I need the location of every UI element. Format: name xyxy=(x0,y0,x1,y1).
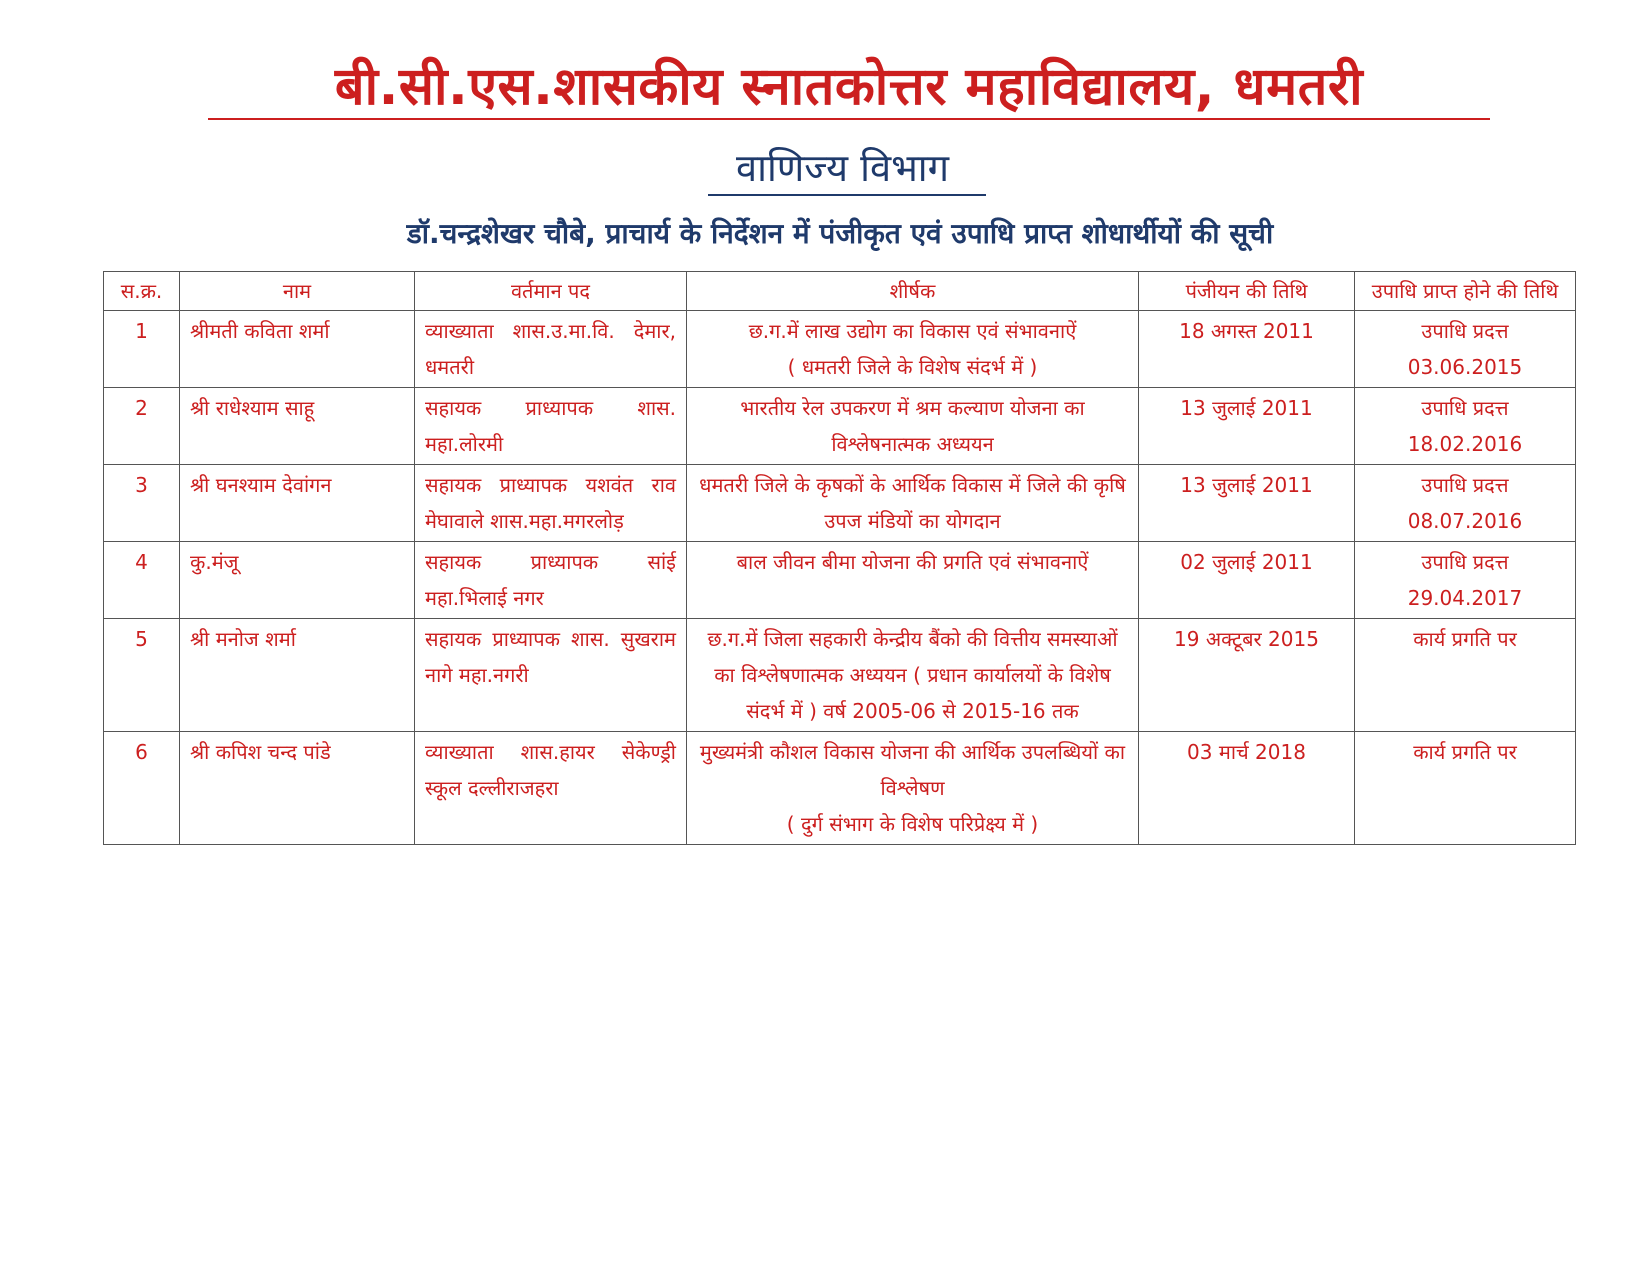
row-title xyxy=(687,388,1139,465)
row-title-line: छ.ग.में लाख उद्योग का विकास एवं संभावनाऐं xyxy=(748,319,1077,343)
row-post: सहायक प्राध्यापक शास. सुखराम नागे महा.नगरी xyxy=(415,619,687,732)
scholars-table xyxy=(103,271,1576,845)
row-degree-status: उपाधि प्रदत्त xyxy=(1421,550,1509,574)
table-row xyxy=(104,732,1576,845)
row-degree-date: 18.02.2016 xyxy=(1407,432,1523,456)
row-post: व्याख्याता शास.उ.मा.वि. देमार, धमतरी xyxy=(415,311,687,388)
row-degree xyxy=(1355,732,1576,845)
header-reg-date: पंजीयन की तिथि xyxy=(1139,272,1355,311)
row-reg-date: 19 अक्टूबर 2015 xyxy=(1139,619,1355,732)
row-reg-date: 13 जुलाई 2011 xyxy=(1139,388,1355,465)
row-post: व्याख्याता शास.हायर सेकेण्ड्री स्कूल दल्लीराजहरा xyxy=(415,732,687,845)
header-title: शीर्षक xyxy=(687,272,1139,311)
table-row xyxy=(104,388,1576,465)
row-degree xyxy=(1355,619,1576,732)
row-sn: 2 xyxy=(104,388,180,465)
row-name: कु.मंजू xyxy=(180,542,415,619)
row-title xyxy=(687,619,1139,732)
row-degree-date: 29.04.2017 xyxy=(1407,586,1523,610)
row-title xyxy=(687,311,1139,388)
header-name: नाम xyxy=(180,272,415,311)
row-title-note: ( दुर्ग संभाग के विशेष परिप्रेक्ष्य में ) xyxy=(786,812,1039,836)
row-title-line: धमतरी जिले के कृषकों के आर्थिक विकास में जिले की कृषि उपज मंडियों का योगदान xyxy=(699,473,1126,533)
row-title-line: बाल जीवन बीमा योजना की प्रगति एवं संभावनाऐं xyxy=(736,550,1089,574)
header-post: वर्तमान पद xyxy=(415,272,687,311)
row-name: श्री कपिश चन्द पांडे xyxy=(180,732,415,845)
department-heading: वाणिज्य विभाग xyxy=(735,146,950,190)
row-name: श्री राधेश्याम साहू xyxy=(180,388,415,465)
row-sn: 1 xyxy=(104,311,180,388)
row-degree-status: उपाधि प्रदत्त xyxy=(1421,396,1509,420)
row-degree xyxy=(1355,388,1576,465)
row-degree xyxy=(1355,465,1576,542)
row-sn: 4 xyxy=(104,542,180,619)
row-sn: 3 xyxy=(104,465,180,542)
row-title xyxy=(687,465,1139,542)
row-title-note: ( धमतरी जिले के विशेष संदर्भ में ) xyxy=(787,355,1038,379)
row-degree-date: 08.07.2016 xyxy=(1407,509,1523,533)
table-header-row xyxy=(104,272,1576,311)
row-name: श्रीमती कविता शर्मा xyxy=(180,311,415,388)
table-row xyxy=(104,619,1576,732)
college-title: बी.सी.एस.शासकीय स्नातकोत्तर महाविद्यालय, धमतरी xyxy=(334,57,1364,117)
title-underline xyxy=(208,118,1490,120)
row-sn: 6 xyxy=(104,732,180,845)
table-row xyxy=(104,542,1576,619)
row-name: श्री घनश्याम देवांगन xyxy=(180,465,415,542)
header-degree-date: उपाधि प्राप्त होने की तिथि xyxy=(1355,272,1576,311)
table-row xyxy=(104,465,1576,542)
header-sn: स.क्र. xyxy=(104,272,180,311)
row-degree-status: उपाधि प्रदत्त xyxy=(1421,473,1509,497)
row-degree xyxy=(1355,542,1576,619)
row-title xyxy=(687,732,1139,845)
row-degree xyxy=(1355,311,1576,388)
row-name: श्री मनोज शर्मा xyxy=(180,619,415,732)
table-row xyxy=(104,311,1576,388)
list-subtitle: डॉ.चन्द्रशेखर चौबे, प्राचार्य के निर्देशन में पंजीकृत एवं उपाधि प्राप्त शोधार्थीयों की सूची xyxy=(406,217,1274,250)
row-reg-date: 03 मार्च 2018 xyxy=(1139,732,1355,845)
department-underline xyxy=(708,194,986,196)
row-post: सहायक प्राध्यापक सांई महा.भिलाई नगर xyxy=(415,542,687,619)
row-degree-date: 03.06.2015 xyxy=(1407,355,1523,379)
row-degree-status: कार्य प्रगति पर xyxy=(1413,627,1517,651)
row-title-line: मुख्यमंत्री कौशल विकास योजना की आर्थिक उपलब्धियों का विश्लेषण xyxy=(699,740,1126,800)
row-reg-date: 18 अगस्त 2011 xyxy=(1139,311,1355,388)
row-post: सहायक प्राध्यापक यशवंत राव मेघावाले शास.महा.मगरलोड़ xyxy=(415,465,687,542)
row-title xyxy=(687,542,1139,619)
row-degree-status: कार्य प्रगति पर xyxy=(1413,740,1517,764)
row-sn: 5 xyxy=(104,619,180,732)
row-reg-date: 13 जुलाई 2011 xyxy=(1139,465,1355,542)
row-title-line: भारतीय रेल उपकरण में श्रम कल्याण योजना का विश्लेषनात्मक अध्ययन xyxy=(740,396,1085,456)
row-title-line: छ.ग.में जिला सहकारी केन्द्रीय बैंको की वित्तीय समस्याओं का विश्लेषणात्मक अध्ययन ( प्रधान कार्यालयों के विशेष संदर्भ में ) वर्ष 2005-06 से 2015-16 तक xyxy=(707,627,1118,723)
row-reg-date: 02 जुलाई 2011 xyxy=(1139,542,1355,619)
row-degree-status: उपाधि प्रदत्त xyxy=(1421,319,1509,343)
row-post: सहायक प्राध्यापक शास. महा.लोरमी xyxy=(415,388,687,465)
